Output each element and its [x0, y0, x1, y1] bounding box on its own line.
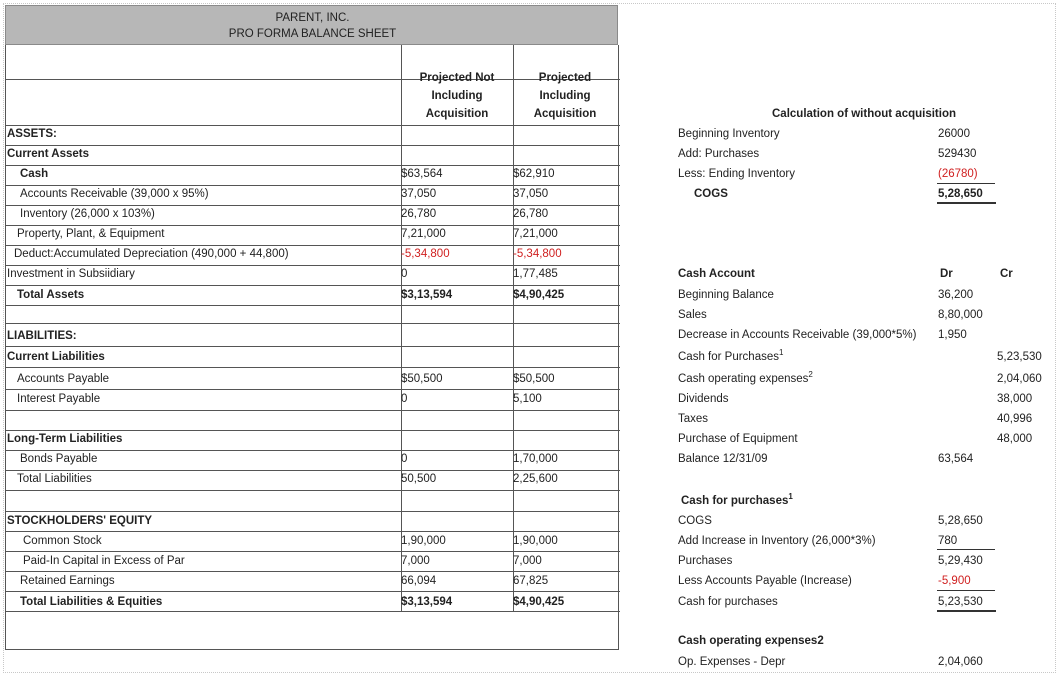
- bonds-not-including: 0: [401, 453, 408, 465]
- ar-not-including: 37,050: [401, 188, 437, 200]
- company-name: PARENT, INC.: [275, 12, 350, 24]
- row-label-total-assets: Total Assets: [17, 289, 85, 301]
- row-label-investment: Investment in Subsiidiary: [7, 268, 135, 280]
- row-label-common-stock: Common Stock: [23, 535, 102, 547]
- opex-depr-value: 2,04,060: [938, 656, 983, 668]
- cash-decrease-ar-label: Decrease in Accounts Receivable (39,000*5%): [678, 329, 917, 341]
- pc-add-inventory-value: 780: [938, 535, 958, 547]
- pc-less-ap-label: Less Accounts Payable (Increase): [678, 575, 852, 587]
- pc-add-inventory-label: Add Increase in Inventory (26,000*3%): [678, 535, 876, 547]
- calc-ending-inventory-label: Less: Ending Inventory: [678, 168, 795, 180]
- retained-including: 67,825: [513, 575, 549, 587]
- liabilities-header: LIABILITIES:: [7, 330, 77, 342]
- pc-cogs-value: 5,28,650: [938, 515, 983, 527]
- calc-purchases-label: Add: Purchases: [678, 148, 760, 160]
- row-label-total-liabilities-equities: Total Liabilities & Equities: [20, 596, 163, 608]
- row-label-interest-payable: Interest Payable: [17, 393, 101, 405]
- cash-not-including: $63,564: [401, 168, 443, 180]
- row-label-total-liabilities: Total Liabilities: [17, 473, 92, 485]
- total-assets-including: $4,90,425: [513, 289, 565, 301]
- cash-beginning-label: Beginning Balance: [678, 289, 774, 301]
- sheet-title: PRO FORMA BALANCE SHEET: [228, 28, 397, 40]
- cash-balance-label: Balance 12/31/09: [678, 453, 768, 465]
- common-not-including: 1,90,000: [401, 535, 446, 547]
- cash-decrease-ar-dr: 1,950: [938, 329, 967, 341]
- common-including: 1,90,000: [513, 535, 558, 547]
- total-liab-including: 2,25,600: [513, 473, 558, 485]
- calc-purchases-value: 529430: [938, 148, 977, 160]
- cash-dividends-label: Dividends: [678, 393, 729, 405]
- assets-header: ASSETS:: [7, 128, 57, 140]
- cash-purchases-label: Cash for Purchases$^1$: [678, 348, 784, 363]
- cash-opex-label: Cash operating expenses$^2$: [678, 370, 813, 385]
- cash-opex-cr: 2,04,060: [997, 373, 1042, 385]
- row-label-depreciation: Deduct:Accumulated Depreciation (490,000 + 44,800): [14, 248, 289, 260]
- cash-sales-label: Sales: [678, 309, 707, 321]
- current-liabilities-header: Current Liabilities: [7, 351, 105, 363]
- pc-cash-for-purchases-value: 5,23,530: [938, 596, 983, 608]
- long-term-liabilities-header: Long-Term Liabilities: [7, 433, 123, 445]
- cash-taxes-cr: 40,996: [997, 413, 1033, 425]
- title-band: [5, 5, 618, 45]
- total-le-not-including: $3,13,594: [401, 596, 453, 608]
- pc-purchases-value: 5,29,430: [938, 555, 983, 567]
- calc-cogs-label: COGS: [694, 188, 728, 200]
- pc-less-ap-value: -5,900: [938, 575, 971, 587]
- cash-account-cr-header: Cr: [1000, 268, 1013, 280]
- row-label-retained-earnings: Retained Earnings: [20, 575, 115, 587]
- row-label-paid-in-capital: Paid-In Capital in Excess of Par: [23, 555, 185, 567]
- calc-beginning-inventory-value: 26000: [938, 128, 970, 140]
- col-divider-1: [401, 45, 402, 611]
- cash-dividends-cr: 38,000: [997, 393, 1033, 405]
- paid-in-including: 7,000: [513, 555, 542, 567]
- invest-including: 1,77,485: [513, 268, 558, 280]
- cash-account-dr-header: Dr: [940, 268, 953, 280]
- dep-including: -5,34,800: [513, 248, 562, 260]
- row-label-inventory: Inventory (26,000 x 103%): [20, 208, 155, 220]
- ppe-not-including: 7,21,000: [401, 228, 446, 240]
- purchases-calc-title: Cash for purchases$^1$: [681, 492, 793, 507]
- cash-account-title: Cash Account: [678, 268, 755, 280]
- cash-equipment-label: Purchase of Equipment: [678, 433, 798, 445]
- cash-taxes-label: Taxes: [678, 413, 709, 425]
- calc-beginning-inventory-label: Beginning Inventory: [678, 128, 780, 140]
- calc-title: Calculation of without acquisition: [772, 108, 956, 120]
- ap-not-including: $50,500: [401, 373, 443, 385]
- ar-including: 37,050: [513, 188, 549, 200]
- pc-cash-for-purchases-label: Cash for purchases: [678, 596, 778, 608]
- opex-depr-label: Op. Expenses - Depr: [678, 656, 786, 668]
- calc-ending-inventory-value: (26780): [938, 168, 978, 180]
- col-header-not-including: Projected Not Including Acquisition: [419, 72, 495, 120]
- cash-including: $62,910: [513, 168, 555, 180]
- equity-header: STOCKHOLDERS' EQUITY: [7, 515, 153, 527]
- dep-not-including: -5,34,800: [401, 248, 450, 260]
- retained-not-including: 66,094: [401, 575, 437, 587]
- pc-purchases-label: Purchases: [678, 555, 733, 567]
- inventory-including: 26,780: [513, 208, 549, 220]
- paid-in-not-including: 7,000: [401, 555, 430, 567]
- inventory-not-including: 26,780: [401, 208, 437, 220]
- row-label-accounts-payable: Accounts Payable: [17, 373, 110, 385]
- col-header-including: Projected Including Acquisition: [533, 72, 597, 120]
- opex-calc-title: Cash operating expenses2: [678, 635, 824, 647]
- pc-cogs-label: COGS: [678, 515, 712, 527]
- row-label-cash: Cash: [20, 168, 49, 180]
- total-liab-not-including: 50,500: [401, 473, 437, 485]
- cash-beginning-dr: 36,200: [938, 289, 974, 301]
- row-label-bonds-payable: Bonds Payable: [20, 453, 98, 465]
- cash-balance-dr: 63,564: [938, 453, 974, 465]
- bonds-including: 1,70,000: [513, 453, 558, 465]
- col-divider-2: [513, 45, 514, 611]
- calc-cogs-value: 5,28,650: [938, 188, 983, 200]
- ap-including: $50,500: [513, 373, 555, 385]
- current-assets-header: Current Assets: [7, 148, 90, 160]
- row-label-ppe: Property, Plant, & Equipment: [17, 228, 165, 240]
- interest-not-including: 0: [401, 393, 408, 405]
- invest-not-including: 0: [401, 268, 408, 280]
- ppe-including: 7,21,000: [513, 228, 558, 240]
- total-assets-not-including: $3,13,594: [401, 289, 453, 301]
- total-le-including: $4,90,425: [513, 596, 565, 608]
- interest-including: 5,100: [513, 393, 542, 405]
- row-label-ar: Accounts Receivable (39,000 x 95%): [20, 188, 209, 200]
- cash-purchases-cr: 5,23,530: [997, 351, 1042, 363]
- cash-sales-dr: 8,80,000: [938, 309, 983, 321]
- cash-equipment-cr: 48,000: [997, 433, 1033, 445]
